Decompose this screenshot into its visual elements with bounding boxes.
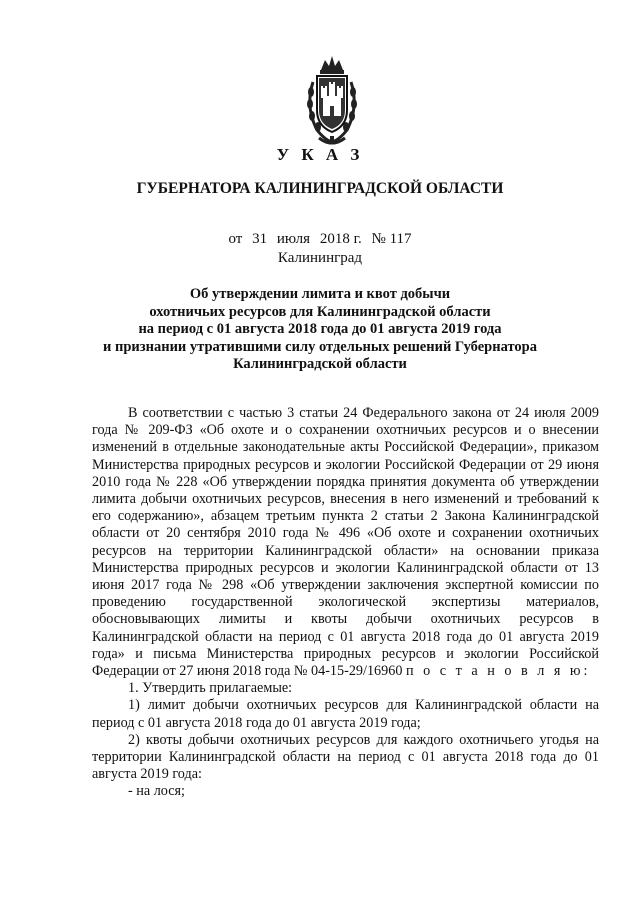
item-1-2-a: - на лося; [128, 783, 185, 800]
date-month: июля [276, 231, 311, 247]
preamble-text: В соответствии с частью 3 статьи 24 Федерального закона от 24 июля 2009 года № 209-ФЗ «Об охоте и о сохранении охотничьих ресурсов и о внесении изменений в отдельные законодательные акты Российской Федерации», приказом Министерства природных ресурсов и экологии Российской Федерации от 29 июня 2010 года № 228 «Об утверждении порядка принятия документа об утверждении лимита добычи охотничьих ресурсов, внесения в него изменений и требований к его содержанию», абзацем третьим пункта 2 статьи 2 Закона Калининградской области от 20 сентября 2010 года № 496 «Об охоте и сохранении охотничьих ресурсов на территории Калининградской области» на основании приказа Министерства природных ресурсов и экологии Калининградской области от 13 июня 2017 года № 298 «Об утверждении заключения экспертной комиссии по проведению государственной экологической экспертизы материалов, обосновывающих лимиты и квоты добычи охотничьих ресурсов в Калининградской области на период с 01 августа 2018 года до 01 августа 2019 года» и письма Министерства природных ресурсов и экологии Российской Федерации от 27 июня 2018 года № 04-15-29/16960 [92, 405, 599, 680]
item-1-2: 2) квоты добычи охотничьих ресурсов для каждого охотничьего угодья на территории Калининградской области на период с 01 августа 2018 года до 01 августа 2019 года: [92, 731, 599, 783]
document-title: У К А З [276, 145, 364, 164]
date-year: 2018 г. [319, 231, 362, 247]
date-day: 31 [252, 231, 268, 247]
document-body [92, 405, 599, 801]
heading-line: Калининградской области [233, 356, 407, 372]
heading-line: на период с 01 августа 2018 года до 01 августа 2019 года [138, 321, 502, 337]
document-subtitle: ГУБЕРНАТОРА КАЛИНИНГРАДСКОЙ ОБЛАСТИ [136, 180, 504, 197]
decree-word: п о с т а н о в л я ю: [405, 663, 591, 680]
preamble-paragraph [92, 405, 599, 680]
coat-of-arms-emblem [299, 52, 365, 152]
heading-line: и признании утратившими силу отдельных решений Губернатора [103, 338, 537, 355]
item-1: 1. Утвердить прилагаемые: [128, 680, 293, 697]
document-dateline [0, 231, 640, 248]
date-prefix: от [228, 231, 243, 247]
item-1-1: 1) лимит добычи охотничьих ресурсов для Калининградской области на период с 01 августа 2018 года до 01 августа 2019 года; [92, 697, 599, 731]
heading-line: Об утверждении лимита и квот добычи [189, 286, 451, 302]
document-heading [60, 286, 580, 374]
document-number: № 117 [371, 231, 412, 247]
document-city: Калининград [277, 250, 363, 266]
heading-line: охотничьих ресурсов для Калининградской области [149, 303, 491, 320]
